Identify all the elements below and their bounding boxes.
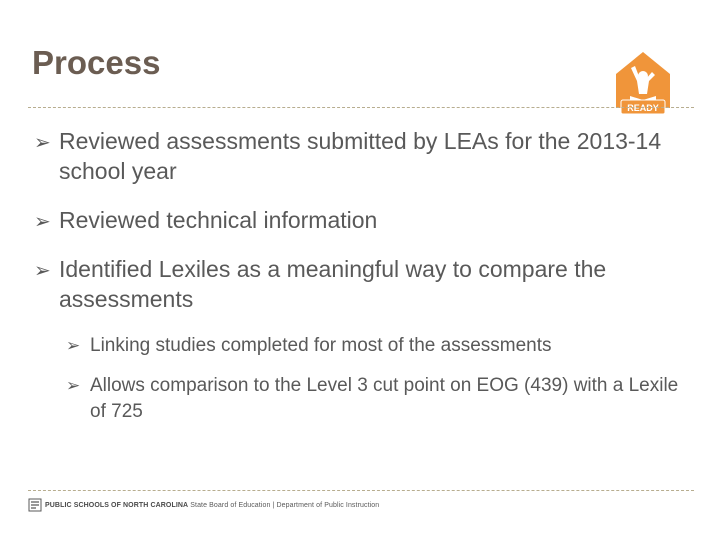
arrow-bullet-icon: ➢ <box>34 130 51 154</box>
slide-title: Process <box>32 44 161 81</box>
bullet-text: Reviewed technical information <box>59 207 378 233</box>
arrow-bullet-icon: ➢ <box>66 336 81 356</box>
ready-logo-label: READY <box>627 103 659 113</box>
sub-bullet-text: Linking studies completed for most of the assessments <box>90 335 552 356</box>
bullet-item <box>34 126 694 186</box>
arrow-bullet-icon: ➢ <box>66 376 81 396</box>
sub-bullet-item <box>34 373 694 425</box>
sub-bullet-text: Allows comparison to the Level 3 cut point on EOG (439) with a Lexile of 725 <box>90 375 679 422</box>
nc-seal-icon <box>28 498 42 512</box>
bullet-item <box>34 254 694 314</box>
bullet-text: Reviewed assessments submitted by LEAs for the 2013-14 school year <box>59 128 662 184</box>
bullet-text: Identified Lexiles as a meaningful way to compare the assessments <box>59 256 607 312</box>
bullet-list <box>34 126 694 439</box>
arrow-bullet-icon: ➢ <box>34 209 51 233</box>
footer <box>28 498 379 512</box>
footer-dept: State Board of Education | Department of Public Instruction <box>190 501 380 509</box>
sub-bullet-item <box>34 333 694 359</box>
arrow-bullet-icon: ➢ <box>34 258 51 282</box>
footer-divider <box>28 490 694 491</box>
footer-text <box>45 502 379 509</box>
header-divider <box>28 107 694 108</box>
footer-org: PUBLIC SCHOOLS OF NORTH CAROLINA <box>45 501 189 509</box>
bullet-item <box>34 205 694 235</box>
